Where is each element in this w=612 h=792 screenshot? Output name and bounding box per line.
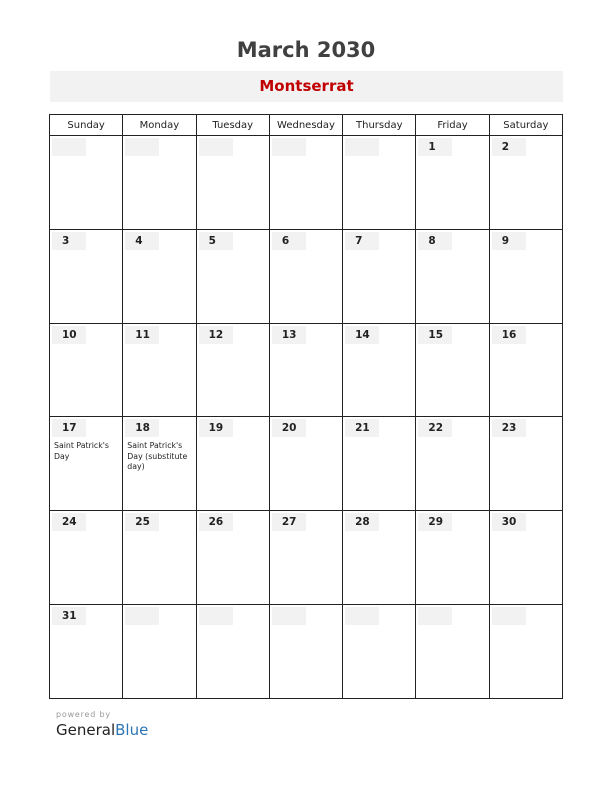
day-cell	[489, 417, 562, 511]
day-number	[125, 607, 159, 625]
day-number	[418, 607, 452, 625]
day-cell	[196, 136, 269, 230]
day-number: 5	[199, 232, 233, 250]
day-cell	[50, 229, 123, 323]
day-cell	[416, 323, 489, 417]
day-number	[199, 138, 233, 156]
day-cell	[50, 136, 123, 230]
day-number: 16	[492, 326, 526, 344]
day-number	[345, 607, 379, 625]
day-number: 15	[418, 326, 452, 344]
day-number	[52, 138, 86, 156]
day-cell	[196, 511, 269, 605]
day-number: 7	[345, 232, 379, 250]
day-number	[492, 607, 526, 625]
day-number: 3	[52, 232, 86, 250]
day-number: 25	[125, 513, 159, 531]
day-cell	[269, 605, 342, 699]
day-number: 26	[199, 513, 233, 531]
day-number: 18	[125, 419, 159, 437]
day-cell	[50, 323, 123, 417]
day-number	[345, 138, 379, 156]
day-cell	[123, 417, 196, 511]
holiday-label: Saint Patrick's Day (substitute day)	[127, 441, 188, 472]
day-cell	[489, 136, 562, 230]
powered-by-text: powered by	[56, 710, 111, 719]
weekday-wednesday: Wednesday	[269, 115, 342, 136]
week-row	[50, 417, 563, 511]
day-number: 9	[492, 232, 526, 250]
day-cell	[269, 136, 342, 230]
day-cell	[269, 417, 342, 511]
day-number: 10	[52, 326, 86, 344]
day-number	[272, 138, 306, 156]
day-number: 4	[125, 232, 159, 250]
day-number: 28	[345, 513, 379, 531]
day-cell	[269, 323, 342, 417]
calendar-body	[50, 136, 563, 699]
day-cell	[269, 229, 342, 323]
calendar-grid	[49, 114, 563, 699]
weekday-thursday: Thursday	[343, 115, 416, 136]
day-cell	[416, 136, 489, 230]
calendar-title: March 2030	[236, 38, 376, 62]
day-number: 21	[345, 419, 379, 437]
day-number: 23	[492, 419, 526, 437]
day-number	[272, 607, 306, 625]
day-cell	[343, 605, 416, 699]
week-row	[50, 136, 563, 230]
day-number: 24	[52, 513, 86, 531]
day-cell	[416, 417, 489, 511]
country-banner	[50, 71, 563, 102]
day-cell	[343, 229, 416, 323]
weekday-header-row	[50, 115, 563, 136]
week-row	[50, 605, 563, 699]
day-number: 1	[418, 138, 452, 156]
weekday-saturday: Saturday	[489, 115, 562, 136]
day-cell	[196, 417, 269, 511]
week-row	[50, 229, 563, 323]
day-number: 30	[492, 513, 526, 531]
day-cell	[489, 323, 562, 417]
day-cell	[196, 323, 269, 417]
day-cell	[269, 511, 342, 605]
holiday-label: Saint Patrick's Day	[54, 441, 109, 461]
day-cell	[489, 605, 562, 699]
weekday-monday: Monday	[123, 115, 196, 136]
day-cell	[123, 229, 196, 323]
day-cell	[123, 136, 196, 230]
weekday-friday: Friday	[416, 115, 489, 136]
day-number: 11	[125, 326, 159, 344]
day-cell	[343, 511, 416, 605]
country-name: Montserrat	[259, 77, 354, 95]
day-number: 12	[199, 326, 233, 344]
footer	[56, 710, 148, 739]
day-number	[199, 607, 233, 625]
day-number: 31	[52, 607, 86, 625]
day-cell	[489, 511, 562, 605]
brand-general: General	[56, 721, 116, 739]
day-number: 20	[272, 419, 306, 437]
day-cell	[343, 417, 416, 511]
day-number: 8	[418, 232, 452, 250]
day-number: 19	[199, 419, 233, 437]
brand-blue: Blue	[115, 721, 149, 739]
day-number: 17	[52, 419, 86, 437]
day-number: 27	[272, 513, 306, 531]
day-number: 22	[418, 419, 452, 437]
day-cell	[123, 605, 196, 699]
day-cell	[416, 605, 489, 699]
day-cell	[123, 511, 196, 605]
day-cell	[196, 605, 269, 699]
weekday-tuesday: Tuesday	[196, 115, 269, 136]
day-number	[125, 138, 159, 156]
weekday-sunday: Sunday	[50, 115, 123, 136]
week-row	[50, 511, 563, 605]
day-cell	[123, 323, 196, 417]
day-cell	[489, 229, 562, 323]
day-cell	[50, 605, 123, 699]
day-cell	[50, 511, 123, 605]
day-cell	[343, 136, 416, 230]
day-number: 14	[345, 326, 379, 344]
day-cell	[416, 511, 489, 605]
day-cell	[196, 229, 269, 323]
day-number: 13	[272, 326, 306, 344]
day-number: 2	[492, 138, 526, 156]
day-cell	[343, 323, 416, 417]
brand-logo[interactable]	[56, 721, 148, 739]
day-number: 6	[272, 232, 306, 250]
day-number: 29	[418, 513, 452, 531]
day-cell	[416, 229, 489, 323]
week-row	[50, 323, 563, 417]
day-cell	[50, 417, 123, 511]
